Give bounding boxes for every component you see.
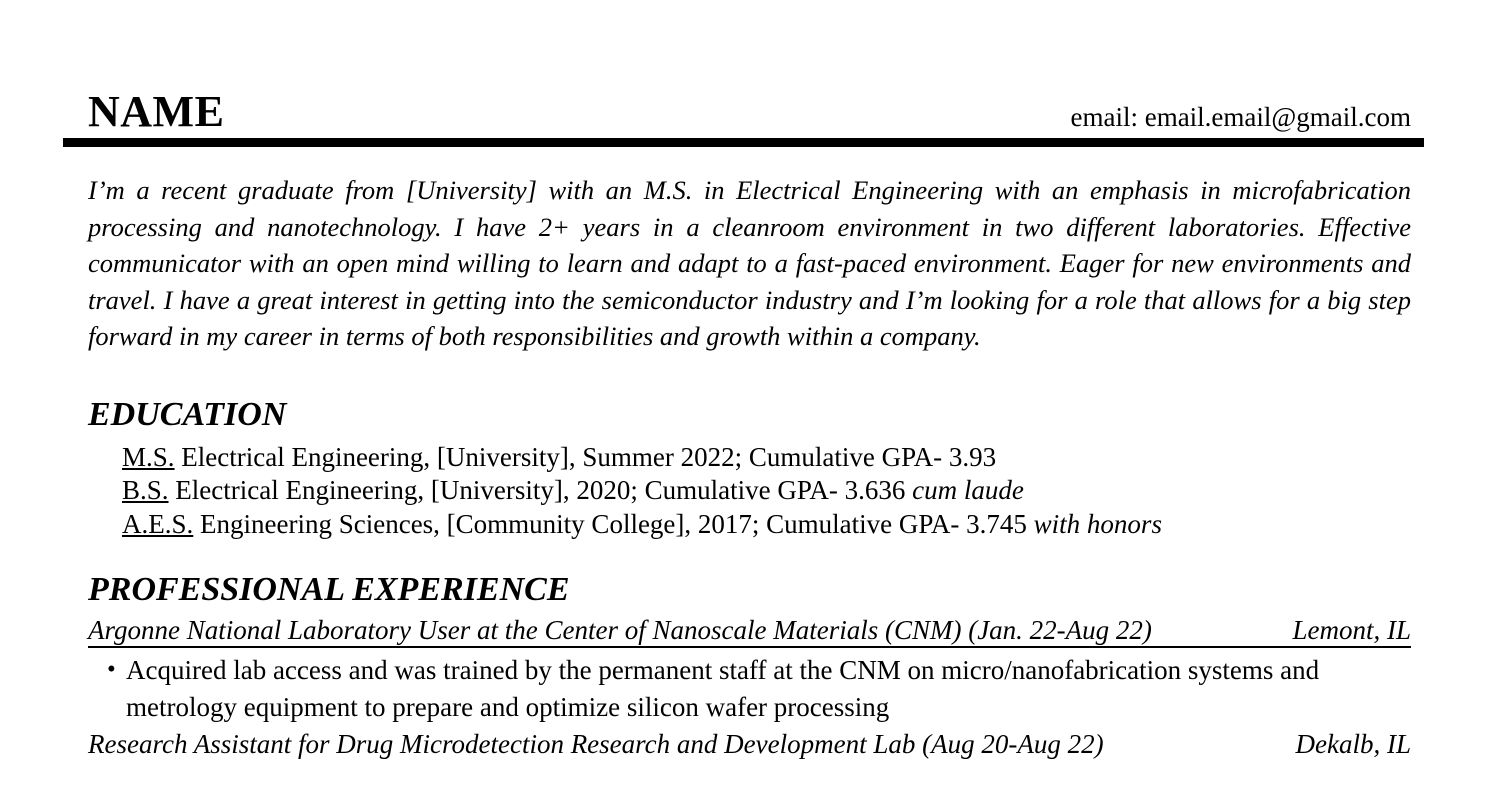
education-entry-aes [122,508,1411,542]
email-text: email: email.email@gmail.com [1070,102,1411,132]
job-bullet-list [88,652,1411,725]
degree-abbrev: A.E.S. [122,508,194,539]
header [88,87,1411,136]
degree-detail: Electrical Engineering, [University], Summer 2022; Cumulative GPA- 3.93 [174,441,997,472]
degree-abbrev: B.S. [122,475,169,506]
summary-paragraph: I’m a recent graduate from [University] with an M.S. in Electrical Engineering with an emphasis in microfabrication processing and nanotechnology. I have 2+ years in a cleanroom environment in two different laboratories. Effective communicator with an open mind willing to learn and adapt to a fast-paced environment. Eager for new environments and travel. I have a great interest in getting into the semiconductor industry and I’m looking for a role that allows for a big step forward in my career in terms of both responsibilities and growth within a company. [88,175,1411,352]
education-list [88,441,1411,542]
header-divider [63,138,1424,147]
list-item [88,652,1411,725]
degree-honors: cum laude [912,475,1024,506]
bullet-icon: • [107,656,116,684]
name-heading: NAME [88,87,225,136]
education-heading: EDUCATION [88,395,287,433]
job-title-row-research [88,729,1411,760]
experience-heading: PROFESSIONAL EXPERIENCE [88,571,570,609]
education-entry-bs [122,474,1411,508]
job-location: Lemont, IL [1292,615,1411,646]
job-title: Research Assistant for Drug Microdetection Research and Development Lab (Aug 20-Aug 22) [88,729,1104,760]
job-location: Dekalb, IL [1295,729,1411,760]
job-title-row-argonne [88,615,1411,648]
degree-abbrev: M.S. [122,441,175,472]
degree-honors: with honors [1033,508,1162,539]
degree-detail: Electrical Engineering, [University], 2020; Cumulative GPA- 3.636 [168,475,913,506]
job-title: Argonne National Laboratory User at the Center of Nanoscale Materials (CNM) (Jan. 22-Aug 22) [88,615,1152,646]
degree-detail: Engineering Sciences, [Community College], 2017; Cumulative GPA- 3.745 [193,508,1034,539]
bullet-text: Acquired lab access and was trained by the permanent staff at the CNM on micro/nanofabrication systems and metrology equipment to prepare and optimize silicon wafer processing [126,655,1320,722]
education-entry-ms [122,441,1411,475]
